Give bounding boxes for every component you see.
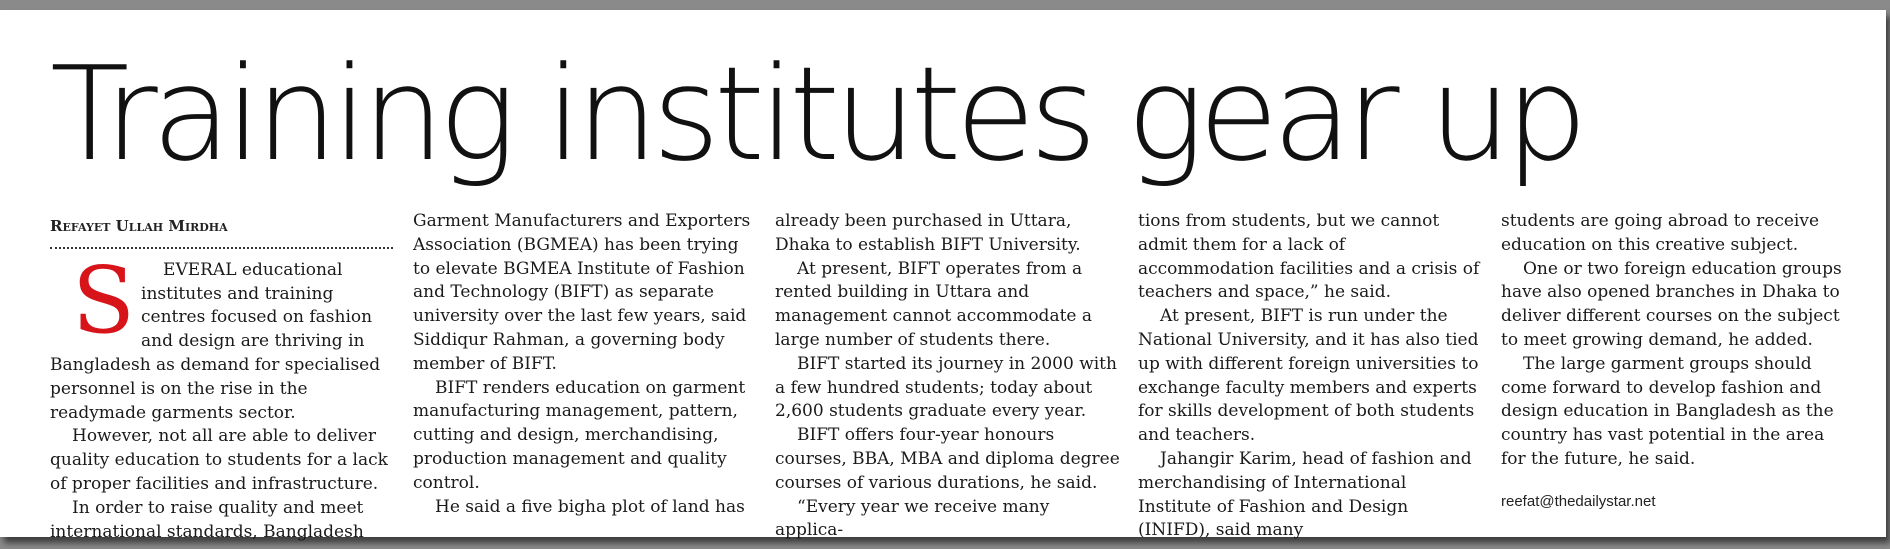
paragraph: already been purchased in Uttara, Dhaka to establish BIFT University. [775, 211, 1081, 255]
column-5 [1501, 210, 1846, 514]
paragraph: At present, BIFT is run under the National University, and it has also tied up with different foreign universities to exchange faculty members and experts for skills development of both students and teachers. [1138, 306, 1479, 446]
column-1 [50, 215, 395, 544]
paragraph-text: EVERAL educational institutes and training centres focused on fashion and design are thriving in Bangladesh as demand for specialised personnel is on the rise in the readymade garments sector. [50, 259, 381, 423]
paragraph: At present, BIFT operates from a rented building in Uttara and management cannot accommodate a large number of students there. [775, 258, 1093, 350]
paragraph: BIFT offers four-year honours courses, BBA, MBA and diploma degree courses of various durations, he said. [775, 425, 1120, 493]
headline: Training institutes gear up [50, 38, 1582, 190]
paragraph: students are going abroad to receive education on this creative subject. [1501, 211, 1820, 255]
paragraph: “Every year we receive many applica- [775, 496, 1050, 541]
paragraph: BIFT renders education on garment manufacturing management, pattern, cutting and design, merchandising, production management and quality control. [413, 377, 746, 493]
paragraph: tions from students, but we cannot admit them for a lack of accommodation facilities and a crisis of teachers and space,” he said. [1138, 211, 1480, 303]
column-4 [1138, 210, 1483, 543]
dropcap: S [72, 246, 136, 354]
paragraph: Garment Manufacturers and Exporters Association (BGMEA) has been trying to elevate BGMEA Institute of Fashion and Technology (BIFT) as separate university over the last few years, said Siddiqur Rahman, a governing body member of BIFT. [413, 211, 751, 374]
paragraph [50, 246, 395, 426]
paragraph: He said a five bigha plot of land has [435, 496, 745, 517]
author-email-link[interactable]: reefat@thedailystar.net [1501, 492, 1656, 510]
paragraph: In order to raise quality and meet international standards, Bangladesh [50, 497, 364, 542]
byline: Refayet Ullah Mirdha [50, 215, 393, 249]
column-3 [775, 210, 1120, 543]
newspaper-clipping [0, 10, 1886, 542]
paragraph: BIFT started its journey in 2000 with a few hundred students; today about 2,600 students graduate every year. [775, 353, 1117, 422]
paragraph: Jahangir Karim, head of fashion and merchandising of International Institute of Fashion and Design (INIFD), said many [1138, 448, 1472, 541]
paragraph: One or two foreign education groups have also opened branches in Dhaka to deliver different courses on the subject to meet growing demand, he added. [1501, 258, 1842, 350]
column-2 [413, 210, 753, 519]
paragraph: However, not all are able to deliver quality education to students for a lack of proper facilities and infrastructure. [50, 426, 388, 494]
paragraph: The large garment groups should come forward to develop fashion and design education in Bangladesh as the country has vast potential in the area for the future, he said. [1501, 353, 1834, 469]
